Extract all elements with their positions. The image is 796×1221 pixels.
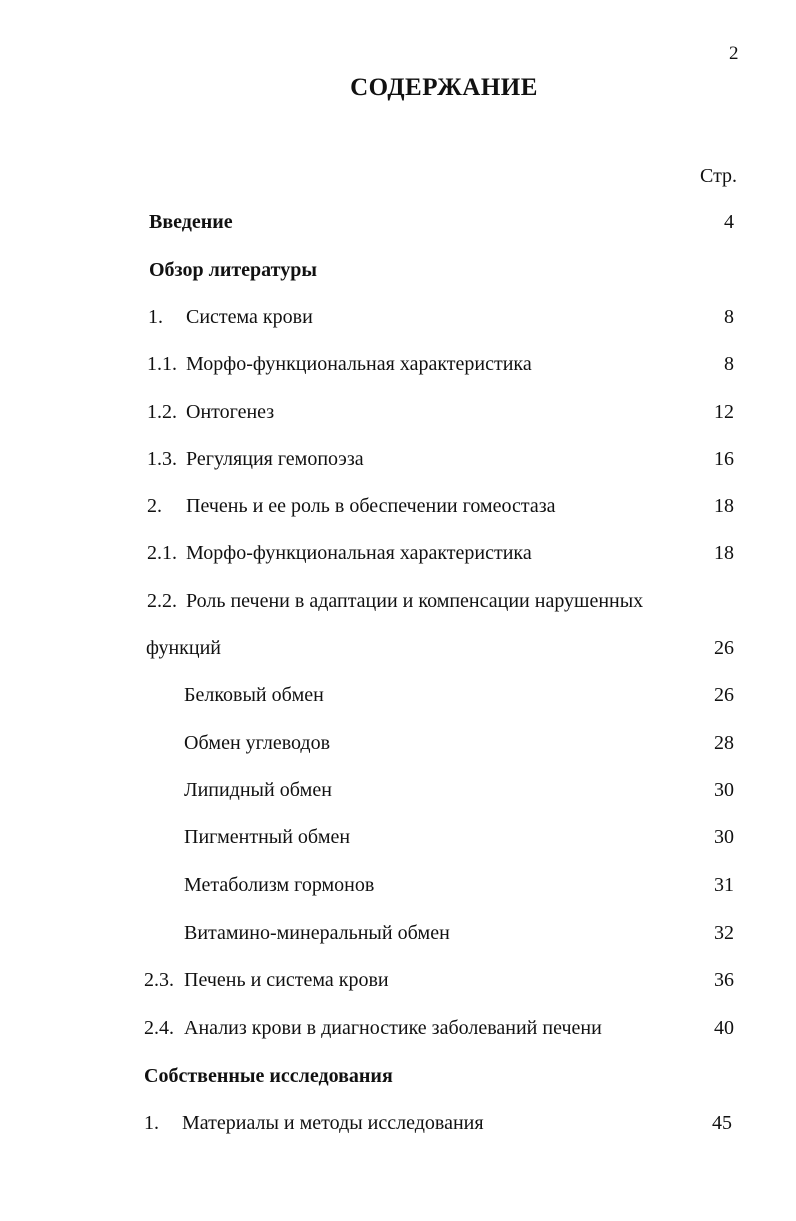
toc-entry [0, 965, 796, 995]
toc-entry-label: Обмен углеводов [184, 732, 331, 754]
toc-entry-page: 18 [714, 495, 734, 517]
toc-entry-page: 45 [712, 1112, 732, 1134]
toc-entry-number: 1.2. [147, 401, 177, 423]
toc-entry-page: 32 [714, 922, 734, 944]
toc-section-own-research [0, 1061, 796, 1091]
toc-entry [0, 491, 796, 521]
toc-subentry [0, 680, 796, 710]
toc-entry-page: 30 [714, 826, 734, 848]
toc-entry-label: Материалы и методы исследования [182, 1112, 484, 1134]
toc-entry [0, 586, 796, 616]
toc-entry-page: 4 [724, 211, 734, 233]
toc-entry [0, 444, 796, 474]
toc-entry-number: 1. [148, 306, 163, 328]
toc-entry-label: Морфо-функциональная характеристика [186, 353, 532, 375]
toc-entry-introduction [0, 207, 796, 237]
toc-entry-page: 26 [714, 684, 734, 706]
toc-subentry [0, 870, 796, 900]
toc-entry-page: 18 [714, 542, 734, 564]
toc-entry-label: функций [146, 637, 221, 659]
toc-entry [0, 538, 796, 568]
toc-entry-label: Метаболизм гормонов [184, 874, 375, 896]
toc-entry-page: 26 [714, 637, 734, 659]
toc-entry [0, 349, 796, 379]
toc-entry-number: 1.3. [147, 448, 177, 470]
toc-entry [0, 302, 796, 332]
toc-entry-label: Витамино-минеральный обмен [184, 922, 450, 944]
toc-entry [0, 1013, 796, 1043]
toc-entry-page: 12 [714, 401, 734, 423]
toc-entry-page: 40 [714, 1017, 734, 1039]
toc-entry-page: 36 [714, 969, 734, 991]
toc-entry-page: 31 [714, 874, 734, 896]
page-number: 2 [729, 43, 739, 64]
toc-entry-label: Роль печени в адаптации и компенсации нарушенных [186, 590, 644, 612]
toc-entry-number: 2. [147, 495, 162, 517]
toc-entry-number: 2.1. [147, 542, 177, 564]
toc-subentry [0, 822, 796, 852]
toc-entry [0, 1108, 796, 1138]
toc-entry-label: Регуляция гемопоэза [186, 448, 364, 470]
toc-entry-continuation [0, 633, 796, 663]
toc-entry-label: Онтогенез [186, 401, 275, 423]
toc-entry-label: Введение [149, 211, 233, 233]
toc-entry-label: Белковый обмен [184, 684, 324, 706]
toc-entry-page: 16 [714, 448, 734, 470]
toc-entry-label: Липидный обмен [184, 779, 332, 801]
toc-entry-page: 8 [724, 306, 734, 328]
toc-entry-page: 30 [714, 779, 734, 801]
toc-subentry [0, 775, 796, 805]
toc-entry-label: Пигментный обмен [184, 826, 351, 848]
toc-entry-number: 2.4. [144, 1017, 174, 1039]
toc-entry-label: Система крови [186, 306, 313, 328]
toc-entry-label: Анализ крови в диагностике заболеваний печени [184, 1017, 602, 1039]
toc-subentry [0, 728, 796, 758]
toc-entry-number: 2.2. [147, 590, 177, 612]
toc-entry-label: Собственные исследования [144, 1065, 393, 1087]
toc-entry-label: Печень и система крови [184, 969, 389, 991]
toc-entry-label: Обзор литературы [149, 259, 317, 281]
toc-entry-label: Печень и ее роль в обеспечении гомеостаза [186, 495, 556, 517]
toc-entry-number: 1.1. [147, 353, 177, 375]
page-title: СОДЕРЖАНИЕ [350, 74, 538, 101]
toc-entry-label: Морфо-функциональная характеристика [186, 542, 532, 564]
toc-entry-page: 8 [724, 353, 734, 375]
toc-entry [0, 397, 796, 427]
toc-entry-number: 2.3. [144, 969, 174, 991]
toc-entry-number: 1. [144, 1112, 159, 1134]
pages-column-label: Стр. [700, 165, 738, 187]
toc-entry-page: 28 [714, 732, 734, 754]
toc-section-literature-review [0, 255, 796, 285]
toc-subentry [0, 918, 796, 948]
